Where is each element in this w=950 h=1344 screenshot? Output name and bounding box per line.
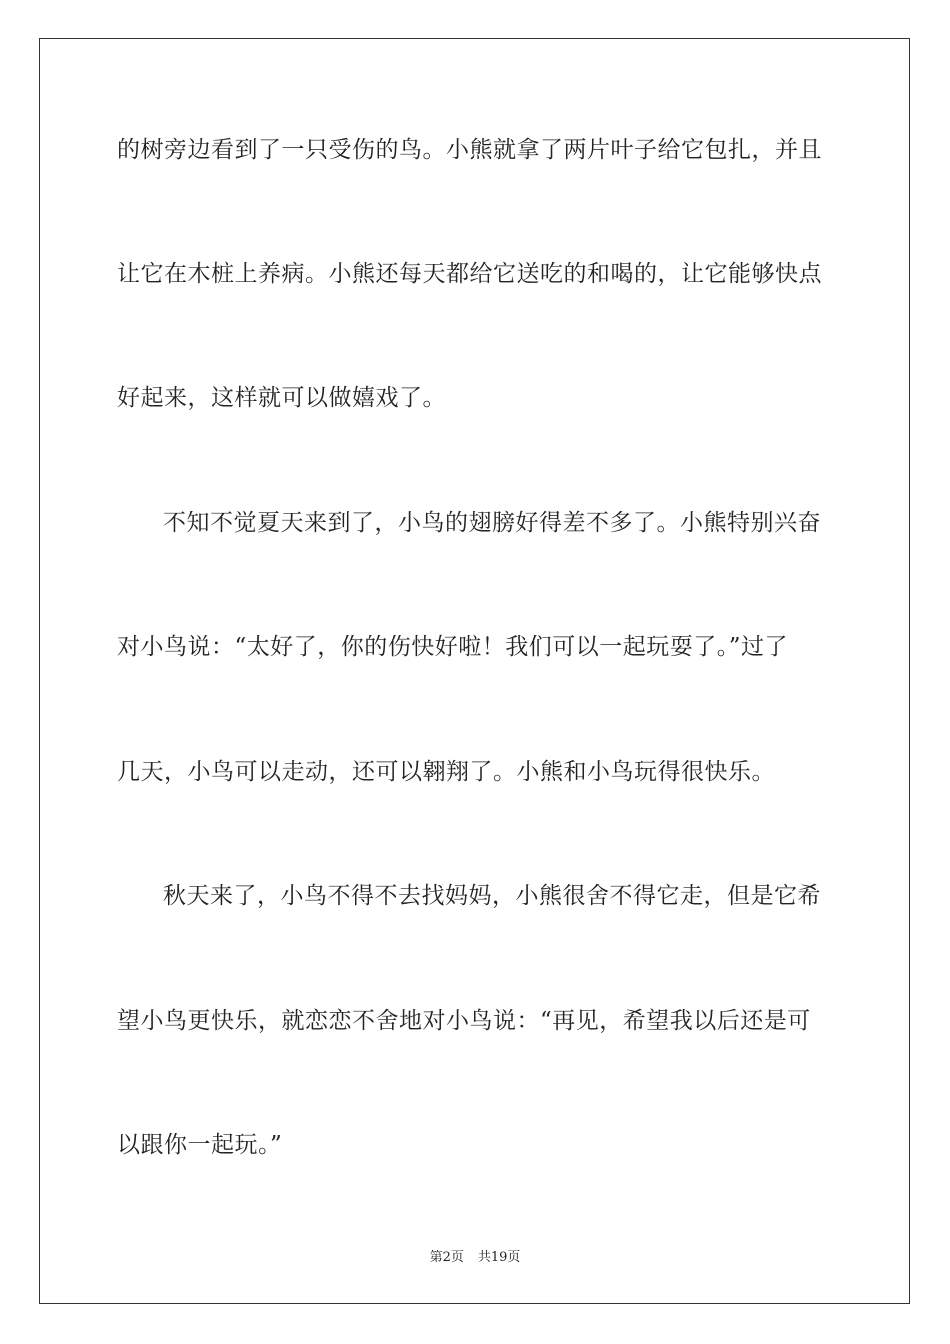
text-line: 以跟你一起玩。” [117,1132,283,1158]
page-total: 共19页 [477,1250,521,1265]
paragraph-first-line: 不知不觉夏天来到了，小鸟的翅膀好得差不多了。小熊特别兴奋 [163,510,821,536]
text-line: 的树旁边看到了一只受伤的鸟。小熊就拿了两片叶子给它包扎，并且 [117,137,822,163]
page-footer [0,1250,950,1266]
text-line: 好起来，这样就可以做嬉戏了。 [117,385,446,411]
page-number: 第2页 [429,1250,464,1265]
text-line: 让它在木桩上养病。小熊还每天都给它送吃的和喝的，让它能够快点 [117,261,822,287]
text-line: 望小鸟更快乐，就恋恋不舍地对小鸟说：“再见，希望我以后还是可 [117,1008,811,1034]
page-border [39,38,910,1304]
text-line: 对小鸟说：“太好了，你的伤快好啦！我们可以一起玩耍了。”过了 [117,634,789,660]
paragraph-first-line: 秋天来了，小鸟不得不去找妈妈，小熊很舍不得它走，但是它希 [163,883,821,909]
text-line: 几天，小鸟可以走动，还可以翱翔了。小熊和小鸟玩得很快乐。 [117,759,775,785]
